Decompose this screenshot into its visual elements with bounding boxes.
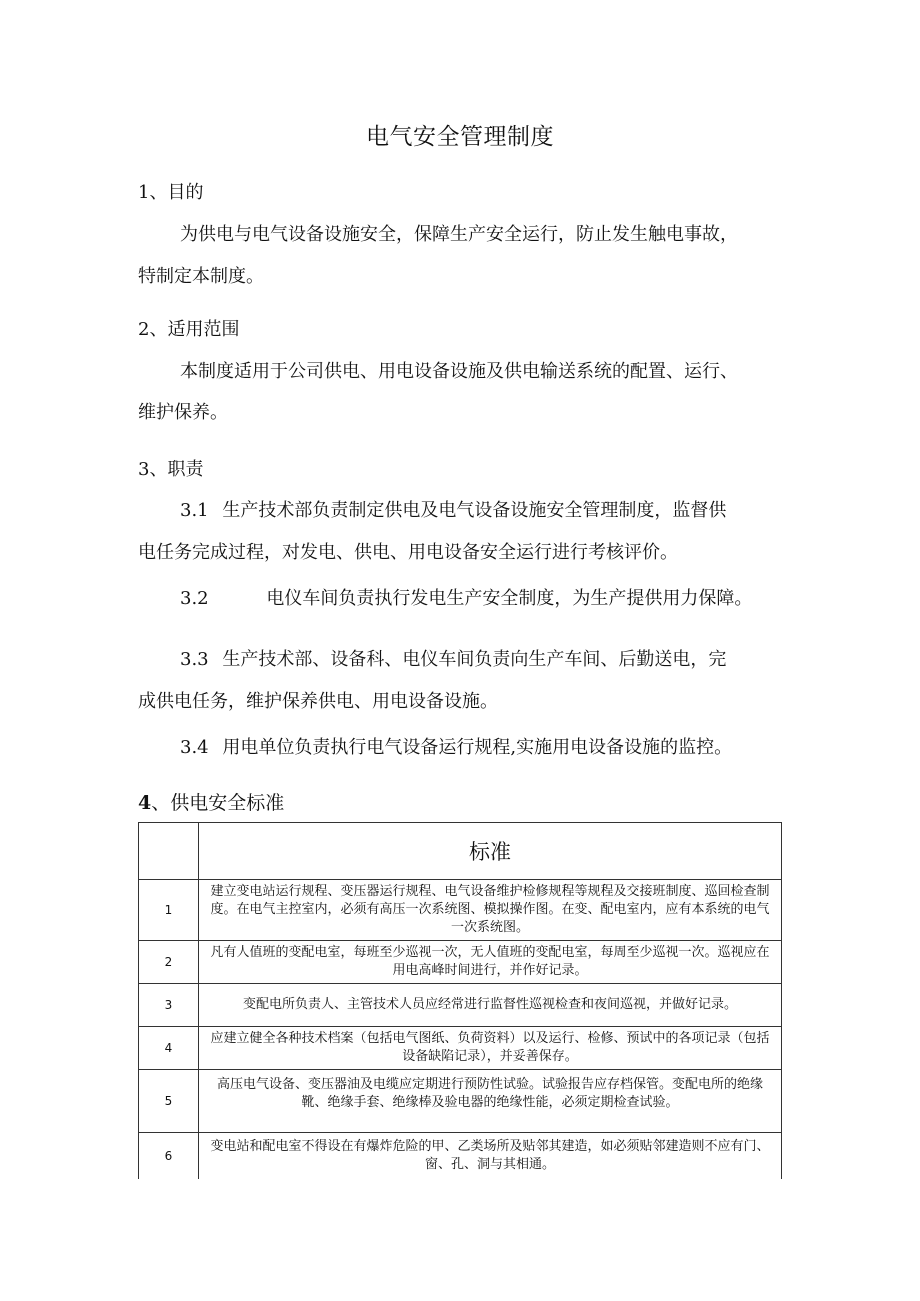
page-title: 电气安全管理制度	[366, 124, 554, 150]
row-text: 建立变电站运行规程、变压器运行规程、电气设备维护检修规程等规程及交接班制度、巡回检查制度。在电气主控室内，必须有高压一次系统图、模拟操作图。在变、配电室内，应有本系统的电气一次系统图。	[199, 880, 782, 941]
item-number: 3.4	[180, 737, 209, 758]
section-2-heading: 2、适用范围	[138, 319, 240, 340]
item-text: 生产技术部负责制定供电及电气设备设施安全管理制度，监督供	[222, 500, 727, 521]
row-text: 变配电所负责人、主管技术人员应经常进行监督性巡视检查和夜间巡视，并做好记录。	[199, 984, 782, 1027]
section-4-number: 4	[138, 792, 152, 814]
row-index: 6	[139, 1133, 199, 1180]
row-text: 高压电气设备、变压器油及电缆应定期进行预防性试验。试验报告应存档保管。变配电所的绝缘靴、绝缘手套、绝缘棒及验电器的绝缘性能，必须定期检查试验。	[199, 1070, 782, 1133]
item-text: 用电单位负责执行电气设备运行规程,实施用电设备设施的监控。	[222, 737, 733, 758]
responsibility-3-1	[180, 496, 726, 522]
section-1-heading: 1、目的	[138, 182, 204, 203]
table-row	[139, 1070, 782, 1133]
section-4-title: 、供电安全标准	[151, 792, 285, 814]
row-text: 凡有人值班的变配电室，每班至少巡视一次，无人值班的变配电室，每周至少巡视一次。巡视应在用电高峰时间进行，并作好记录。	[199, 941, 782, 984]
row-text: 应建立健全各种技术档案（包括电气图纸、负荷资料）以及运行、检修、预试中的各项记录（包括设备缺陷记录），并妥善保存。	[199, 1027, 782, 1070]
row-index: 2	[139, 941, 199, 984]
table-row	[139, 984, 782, 1027]
responsibility-3-3-line-2: 成供电任务，维护保养供电、用电设备设施。	[138, 691, 498, 712]
row-text: 变电站和配电室不得设在有爆炸危险的甲、乙类场所及贴邻其建造，如必须贴邻建造则不应有门、窗、孔、洞与其相通。	[199, 1133, 782, 1180]
item-text: 电仪车间负责执行发电生产安全制度，为生产提供用力保障。	[266, 588, 753, 609]
table-row	[139, 1027, 782, 1070]
row-index: 1	[139, 880, 199, 941]
responsibility-3-1-line-2: 电任务完成过程，对发电、供电、用电设备安全运行进行考核评价。	[138, 542, 678, 563]
responsibility-3-2	[180, 584, 752, 610]
section-4-heading	[138, 788, 284, 815]
item-number: 3.1	[180, 500, 209, 521]
row-index: 4	[139, 1027, 199, 1070]
section-1-line-2: 特制定本制度。	[138, 266, 264, 287]
table-header-row	[139, 823, 782, 880]
section-1-line-1: 为供电与电气设备设施安全，保障生产安全运行，防止发生触电事故，	[180, 224, 738, 245]
standards-table	[138, 822, 782, 1179]
item-text: 生产技术部、设备科、电仪车间负责向生产车间、后勤送电，完	[222, 649, 727, 670]
header-standard-cell: 标准	[199, 823, 782, 880]
table-row	[139, 880, 782, 941]
item-number: 3.2	[180, 588, 209, 609]
table-row	[139, 1133, 782, 1180]
responsibility-3-4	[180, 733, 732, 759]
responsibility-3-3	[180, 645, 726, 671]
section-2-line-1: 本制度适用于公司供电、用电设备设施及供电输送系统的配置、运行、	[180, 361, 738, 382]
section-3-heading: 3、职责	[138, 459, 204, 480]
header-index-cell	[139, 823, 199, 880]
table-row	[139, 941, 782, 984]
row-index: 3	[139, 984, 199, 1027]
row-index: 5	[139, 1070, 199, 1133]
item-number: 3.3	[180, 649, 209, 670]
section-2-line-2: 维护保养。	[138, 402, 228, 423]
